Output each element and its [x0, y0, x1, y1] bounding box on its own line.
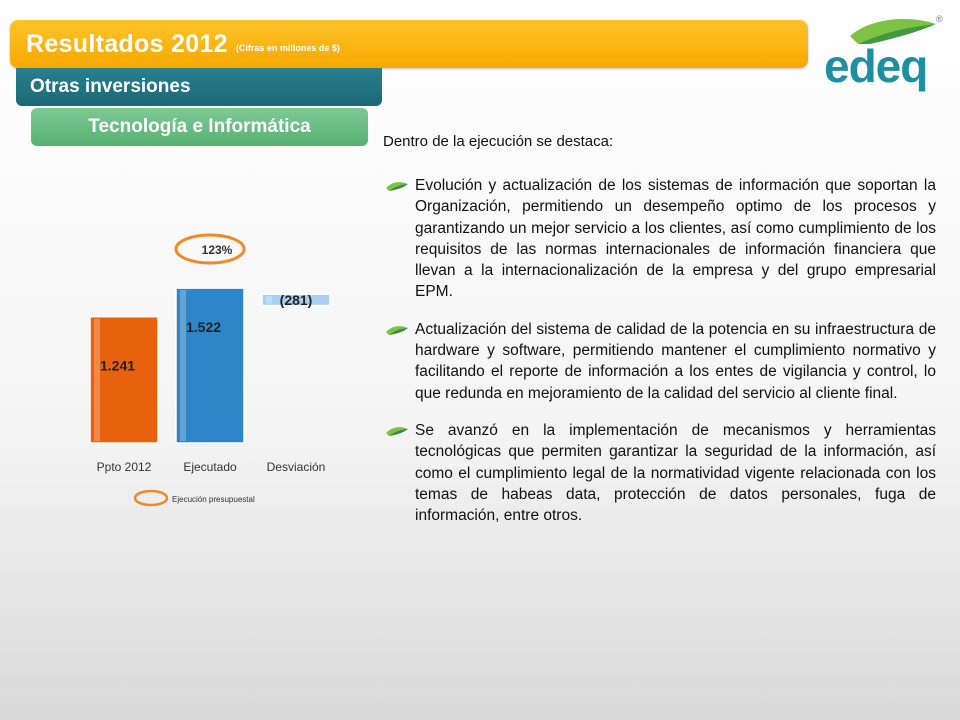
- registered-mark: ®: [936, 14, 943, 24]
- bullet-list: [385, 175, 936, 542]
- section-title: Otras inversiones: [30, 76, 191, 97]
- intro-text: Dentro de la ejecución se destaca:: [383, 133, 614, 150]
- data-label: 1.522: [186, 319, 222, 336]
- list-item: [385, 319, 936, 404]
- bar-ppto-highlight: [94, 319, 100, 441]
- bullet-text: Evolución y actualización de los sistemas de información que soportan la Organización, permitiendo un desempeño optimo de los procesos y garantizando un mejor servicio a los clientes, así como cumplimiento de los requisitos de las normas internacionales de información financiera que llevan a la internacionalización de la empresa y del grupo empresarial EPM.: [415, 177, 936, 301]
- category-label: Ejecutado: [183, 460, 237, 474]
- page-title: Resultados 2012: [26, 29, 228, 58]
- subsection-bar: [31, 108, 368, 146]
- list-item: [385, 420, 936, 526]
- bar-ejecutado: [176, 288, 244, 443]
- data-label: 1.241: [100, 357, 136, 374]
- bullet-text: Se avanzó en la implementación de mecanismos y herramientas tecnológicas que permiten garantizar la seguridad de la información, así como el cumplimiento legal de la normatividad vigente relacionada con los temas de habeas data, protección de datos personales, fuga de información, entre otros.: [415, 421, 936, 525]
- legend-label: Ejecución presupuestal: [172, 495, 255, 504]
- list-item: [385, 175, 936, 303]
- execution-percent: 123%: [201, 243, 233, 257]
- edeq-logo: [818, 14, 948, 94]
- title-bar: [10, 20, 808, 68]
- data-label: (281): [279, 291, 313, 308]
- logo-text: edeq: [824, 40, 928, 92]
- subsection-title: Tecnología e Informática: [88, 116, 311, 137]
- bar-ejecutado-highlight: [180, 290, 186, 441]
- bullet-text: Actualización del sistema de calidad de la potencia en su infraestructura de hardware y software, permitiendo mantener el cumplimiento normativo y facilitando el reporte de información a los entes de vigilancia y control, lo que redunda en mejoramiento de la calidad del servicio al cliente final.: [415, 320, 936, 402]
- leaf-arrow-icon: [385, 424, 409, 438]
- leaf-arrow-icon: [385, 179, 409, 193]
- category-label: Desviación: [266, 460, 326, 474]
- legend-ellipse: [135, 491, 167, 505]
- bar-ppto: [90, 317, 158, 443]
- leaf-arrow-icon: [385, 323, 409, 337]
- budget-chart: [60, 220, 360, 520]
- page-subtitle: (Cifras en millones de $): [235, 43, 340, 53]
- category-label: Ppto 2012: [96, 460, 152, 474]
- section-bar: [16, 68, 382, 106]
- bar-desviacion-highlight: [266, 296, 272, 303]
